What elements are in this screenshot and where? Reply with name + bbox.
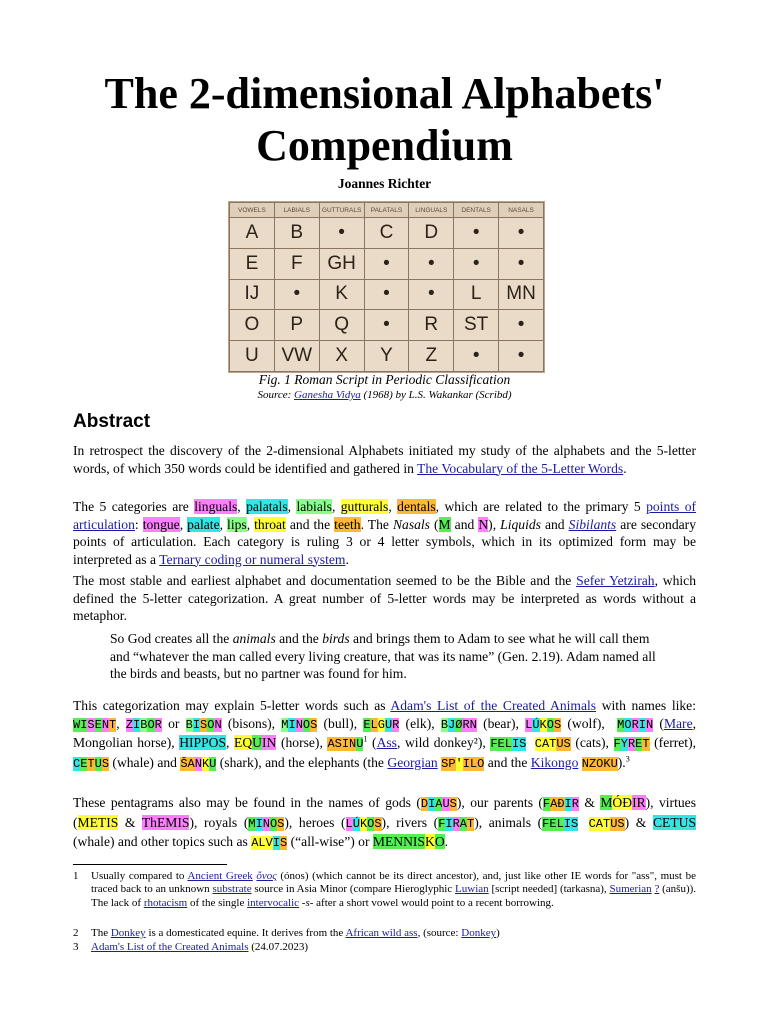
rhotacism-link[interactable]: rhotacism (143, 896, 188, 909)
text: , Mongolian horse), (73, 715, 697, 750)
abstract-heading: Abstract (73, 411, 151, 432)
figure-cell: P (274, 310, 319, 341)
text: and the (289, 516, 331, 532)
figure-cell: Q (319, 310, 364, 341)
hl-linguals: linguals (194, 499, 238, 514)
footnote-3: 3 Adam's List of the Created Animals (24.07.2023) (73, 941, 309, 953)
paragraph-2: The 5 categories are linguals, palatals, labials, gutturals, dentals, which are related to the primary 5 points of articulation: tongue, palate, lips, throat and the teeth. The Nasals (M and N), Liquids and Sibilants are secondary points of articulation. Each category is ruling 3 or 4 letter symbols, which in its optimized form may be interpreted as a Ternary coding or numeral system. (73, 499, 697, 567)
figure-cell: VW (274, 341, 319, 372)
text: birds (322, 631, 350, 646)
figure-cell: • (499, 310, 544, 341)
figure-header: VOWELS (230, 203, 275, 218)
hl-lips: lips (227, 516, 247, 532)
text: , which defined the 5-letter categorization. A great number of 5-letter words may be interpreted as words without a metaphor. (73, 573, 696, 623)
figure-header-row (230, 203, 544, 218)
text: The most stable and earliest alphabet and documentation seemed to be the Bible and the (73, 573, 577, 588)
footnote-number: 1 (73, 870, 79, 882)
georgian-link[interactable]: Georgian (387, 754, 438, 770)
figure-cell: IJ (230, 279, 275, 310)
hl-n: N (478, 516, 489, 532)
periodic-classification-figure (228, 201, 545, 373)
text: This categorization may explain 5-letter words such as (73, 698, 391, 713)
text: , which are related to the primary 5 (435, 499, 647, 514)
footnote-2: 2 The Donkey is a domesticated equine. It derives from the African wild ass, (source: Donkey) (73, 927, 500, 939)
figure-cell: • (364, 279, 409, 310)
figure-cell: B (274, 218, 319, 249)
figure-cell: X (319, 341, 364, 372)
figure-cell: • (274, 279, 319, 310)
paragraph-3 (73, 572, 696, 625)
ancient-greek-link[interactable]: Ancient Greek (187, 870, 253, 882)
ternary-coding-link[interactable]: Ternary coding or numeral system (159, 551, 346, 567)
figure-cell: D (409, 218, 454, 249)
adams-list-link[interactable]: Adam's List of the Created Animals (390, 698, 597, 713)
paragraph-4: This categorization may explain 5-letter words such as Adam's List of the Created Animals with names like: WISENT, ZIBOR or BISON (bisons), MINOS (bull), ELGUR (elk), BJØRN (bear), LÚKOS (wolf), MORIN (Mare, Mongolian horse), HIPPOS, EQUIN (horse), ASINU$^1$ (Ass, wild donkey²), FELIS CATUS (cats), FYRET (ferret), CETUS (whale) and ŠANKU (shark), and the elephants (the Georgian SP'ILO and the Kikongo NZOKU).$^3$ (73, 698, 697, 771)
hl-gutturals: gutturals (340, 499, 389, 514)
sumerian-link[interactable]: Sumerian (609, 883, 652, 896)
figure-cell: Y (364, 341, 409, 372)
text: In retrospect the discovery of the 2-dimensional Alphabets initiated my study of the alphabets and the 5-letter words, of which 350 words could be identified and gathered in (73, 443, 696, 476)
nasals: Nasals (392, 516, 430, 532)
figure-cell: L (454, 279, 499, 310)
text: animals (232, 631, 276, 646)
figure-header: GUTTURALS (319, 203, 364, 218)
figure-header: DENTALS (454, 203, 499, 218)
text: and brings them to Adam to see what he will call them and “whatever the man called every living creature, that was its name” (Gen. 2.19). Adam named all the birds and beasts, but no partner was found for him. (110, 631, 656, 681)
figure-cell: C (364, 218, 409, 249)
figure-row (230, 279, 544, 310)
figure-cell: • (454, 341, 499, 372)
source-suffix: (1968) by L.S. Wakankar (Scribd) (360, 389, 512, 401)
points-of-articulation-link[interactable]: points of articulation (73, 499, 697, 532)
text: The 5 categories are (73, 499, 195, 514)
figure-cell: F (274, 248, 319, 279)
figure-cell: • (454, 218, 499, 249)
text: with names like: (596, 698, 696, 713)
hl-dentals: dentals (397, 499, 436, 514)
figure-header: LABIALS (274, 203, 319, 218)
footnote-rule (73, 864, 227, 865)
figure-cell: U (230, 341, 275, 372)
text: . (623, 460, 627, 476)
figure-cell: A (230, 218, 275, 249)
figure-cell: • (319, 218, 364, 249)
figure-cell: • (409, 248, 454, 279)
sibilants-link[interactable]: Sibilants (568, 516, 617, 532)
sefer-yetzirah-link[interactable]: Sefer Yetzirah (576, 573, 655, 588)
author: Joannes Richter (337, 176, 432, 191)
hl-tongue: tongue (142, 516, 180, 532)
ass-link[interactable]: Ass (376, 735, 397, 750)
luwian-link[interactable]: Luwian (455, 883, 489, 896)
figure-row (230, 310, 544, 341)
hl-labials: labials (296, 499, 332, 514)
hl-m: M (438, 516, 451, 532)
figure-row (230, 341, 544, 372)
figure-row (230, 218, 544, 249)
intervocalic-link[interactable]: intervocalic (247, 896, 300, 909)
text: are secondary points of articulation. Each category is ruling 3 or 4 letter symbols, which in its optimized form may be interpreted as a (73, 516, 696, 567)
footnote-1: 1 Usually compared to Ancient Greek ὄνος (ónos) (which cannot be its direct ancestor), and, just like other IE words for "ass", must be traced back to an unknown substrate source in Asia Minor (compare Hieroglyphic Luwian [script needed] (tarkasna), Sumerian ? (anšu)). The lack of rhotacism of the single intervocalic -s- after a short vowel would point to a recent borrowing. (73, 870, 697, 909)
kikongo-link[interactable]: Kikongo (530, 754, 579, 770)
figure-cell: • (364, 310, 409, 341)
figure-cell: • (364, 248, 409, 279)
figure-header: LINGUALS (409, 203, 454, 218)
figure-source (73, 389, 696, 401)
adams-list-footnote-link[interactable]: Adam's List of the Created Animals (91, 941, 249, 953)
figure-row (230, 248, 544, 279)
source-prefix: Source: (257, 389, 295, 401)
figure-cell: MN (499, 279, 544, 310)
figure-table (229, 202, 544, 372)
text: and the (275, 631, 323, 646)
figure-cell: O (230, 310, 275, 341)
footnote-number: 3 (73, 941, 79, 953)
paragraph-1 (73, 442, 696, 477)
figure-cell: • (499, 218, 544, 249)
ganesha-vidya-link[interactable]: Ganesha Vidya (294, 389, 361, 401)
bible-quote (110, 630, 665, 683)
figure-cell: Z (409, 341, 454, 372)
figure-caption: Fig. 1 Roman Script in Periodic Classification (258, 372, 511, 387)
text: These pentagrams also may be found in the names of gods ( (73, 795, 421, 810)
figure-header: NASALS (499, 203, 544, 218)
figure-cell: E (230, 248, 275, 279)
hl-teeth: teeth (334, 516, 361, 532)
figure-cell: R (409, 310, 454, 341)
question-link[interactable]: ? (654, 883, 660, 896)
figure-cell: K (319, 279, 364, 310)
hl-palatals: palatals (246, 499, 288, 514)
hl-throat: throat (254, 516, 286, 532)
african-wild-ass-link[interactable]: African wild ass (345, 927, 418, 939)
figure-cell: • (454, 248, 499, 279)
figure-cell: • (409, 279, 454, 310)
hl-palate: palate (187, 516, 220, 532)
page-title: The 2-dimensional Alphabets' Compendium (104, 69, 665, 170)
text: So God creates all the (110, 631, 233, 646)
donkey-link[interactable]: Donkey (110, 927, 146, 939)
onos-link[interactable]: ὄνος (256, 870, 277, 882)
footnote-number: 2 (73, 927, 79, 939)
vocabulary-link[interactable]: The Vocabulary of the 5-Letter Words (417, 460, 624, 476)
paragraph-5: These pentagrams also may be found in the names of gods (DIAUS), our parents (FAÐIR & MÓÐIR), virtues (METIS & ThEMIS), royals (MINOS), heroes (LÚKOS), rivers (FIRAT), animals (FELIS CATUS) & CETUS (whale) and other topics such as ALVIS (“all-wise”) or MENNISKO. (73, 795, 697, 850)
substrate-link[interactable]: substrate (212, 883, 252, 896)
figure-cell: GH (319, 248, 364, 279)
figure-cell: • (499, 248, 544, 279)
text: , wild donkey²), (396, 735, 491, 750)
figure-cell: ST (454, 310, 499, 341)
donkey-source-link[interactable]: Donkey (461, 927, 497, 939)
liquids: Liquids (500, 516, 541, 532)
figure-cell: • (499, 341, 544, 372)
mare-link[interactable]: Mare (663, 715, 693, 731)
figure-header: PALATALS (364, 203, 409, 218)
